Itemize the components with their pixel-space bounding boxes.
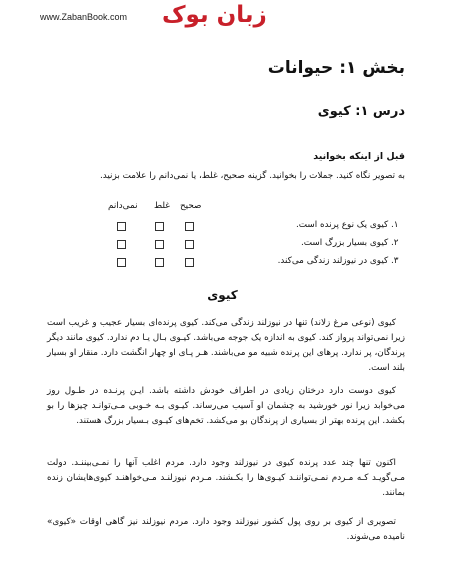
statement-2 bbox=[301, 238, 405, 248]
logo-wordmark: زبان بوک bbox=[162, 2, 267, 28]
statement-text: کیوی در نیوزلند زندگی می‌کند. bbox=[277, 256, 389, 266]
reading-paragraph-3 bbox=[47, 456, 405, 501]
paragraph-text: اکنون تنها چند عدد پرنده کیوی در نیوزلند وجود دارد. مردم اغلب آنها را نمـی‌بیننـد. دولت مـی‌گویـد کـه مـردم نمـی‌تواننـد کیـوی‌ها را بکـشند. مـردم نیوزلنـد مـی‌خواهنـد کیوی‌هایشان زنده بمانند. bbox=[47, 458, 405, 498]
statement-number: ۳. bbox=[391, 256, 399, 266]
lesson-title: درس ۱: کیوی bbox=[317, 104, 405, 119]
statement-2-false-checkbox[interactable] bbox=[155, 240, 164, 249]
statement-2-true-checkbox[interactable] bbox=[185, 240, 194, 249]
reading-paragraph-4 bbox=[47, 515, 405, 545]
reading-title: کیوی bbox=[207, 288, 238, 302]
reading-paragraph-2 bbox=[47, 384, 405, 429]
statement-1 bbox=[296, 220, 405, 230]
column-false: غلط bbox=[154, 201, 170, 211]
statement-3-dont-know-checkbox[interactable] bbox=[117, 258, 126, 267]
column-dont-know: نمی‌دانم bbox=[108, 201, 138, 211]
statement-number: ۲. bbox=[391, 238, 399, 248]
chapter-title: بخش ۱: حیوانات bbox=[267, 58, 405, 78]
paragraph-text: تصویری از کیوی بر روی پول کشور نیوزلند وجود دارد. مردم نیوزلند نیز گاهی اوقات «کیوی» نامیده می‌شوند. bbox=[47, 517, 405, 542]
statement-1-true-checkbox[interactable] bbox=[185, 222, 194, 231]
logo-url: www.ZabanBook.com bbox=[40, 12, 128, 22]
statement-1-false-checkbox[interactable] bbox=[155, 222, 164, 231]
statement-number: ۱. bbox=[391, 220, 399, 230]
statement-3-false-checkbox[interactable] bbox=[155, 258, 164, 267]
statement-1-dont-know-checkbox[interactable] bbox=[117, 222, 126, 231]
statement-3 bbox=[278, 256, 405, 266]
statement-3-true-checkbox[interactable] bbox=[185, 258, 194, 267]
statement-text: کیوی بسیار بزرگ است. bbox=[300, 238, 389, 248]
paragraph-text: کیوی (نوعی مرغ زلاند) تنها در نیوزلند زندگی می‌کند. کیوی پرنده‌ای بسیار عجیب و غریب است زیرا نمی‌تواند پرواز کند. کیوی به اندازه یک جوجه می‌باشد. کیـوی بـال یـا دم ندارد. کیوی مانند دیگر پرندگان، پر ندارد. پرهای این پرنده شبیه مو می‌باشند. هـر پـای او چهار انگشت دارد. منقار او بسیار بلند است. bbox=[46, 318, 405, 373]
pre-reading-label: قبل از اینکه بخوانید bbox=[313, 151, 405, 162]
reading-paragraph-1 bbox=[47, 316, 405, 376]
document-page bbox=[40, 0, 405, 578]
pre-reading-instruction: به تصویر نگاه کنید. جملات را بخوانید. گزینه صحیح، غلط، یا نمی‌دانم را علامت بزنید. bbox=[99, 171, 405, 181]
column-true: صحیح bbox=[180, 201, 202, 211]
paragraph-text: کیوی دوست دارد درختان زیادی در اطراف خودش داشته باشد. ایـن پرنـده در طـول روز می‌خوابد زیرا نور خورشید به چشمان او آسیب می‌رساند. کیـوی بـه خـوبی مـی‌توانـد چیزها را بو بکشد. این پرنده بهتر از بسیاری از پرندگان بو می‌کشد. تخم‌های کیـوی بـسیار بزرگ هستند. bbox=[47, 386, 405, 426]
statement-2-dont-know-checkbox[interactable] bbox=[117, 240, 126, 249]
statement-text: کیوی یک نوع پرنده است. bbox=[295, 220, 389, 230]
